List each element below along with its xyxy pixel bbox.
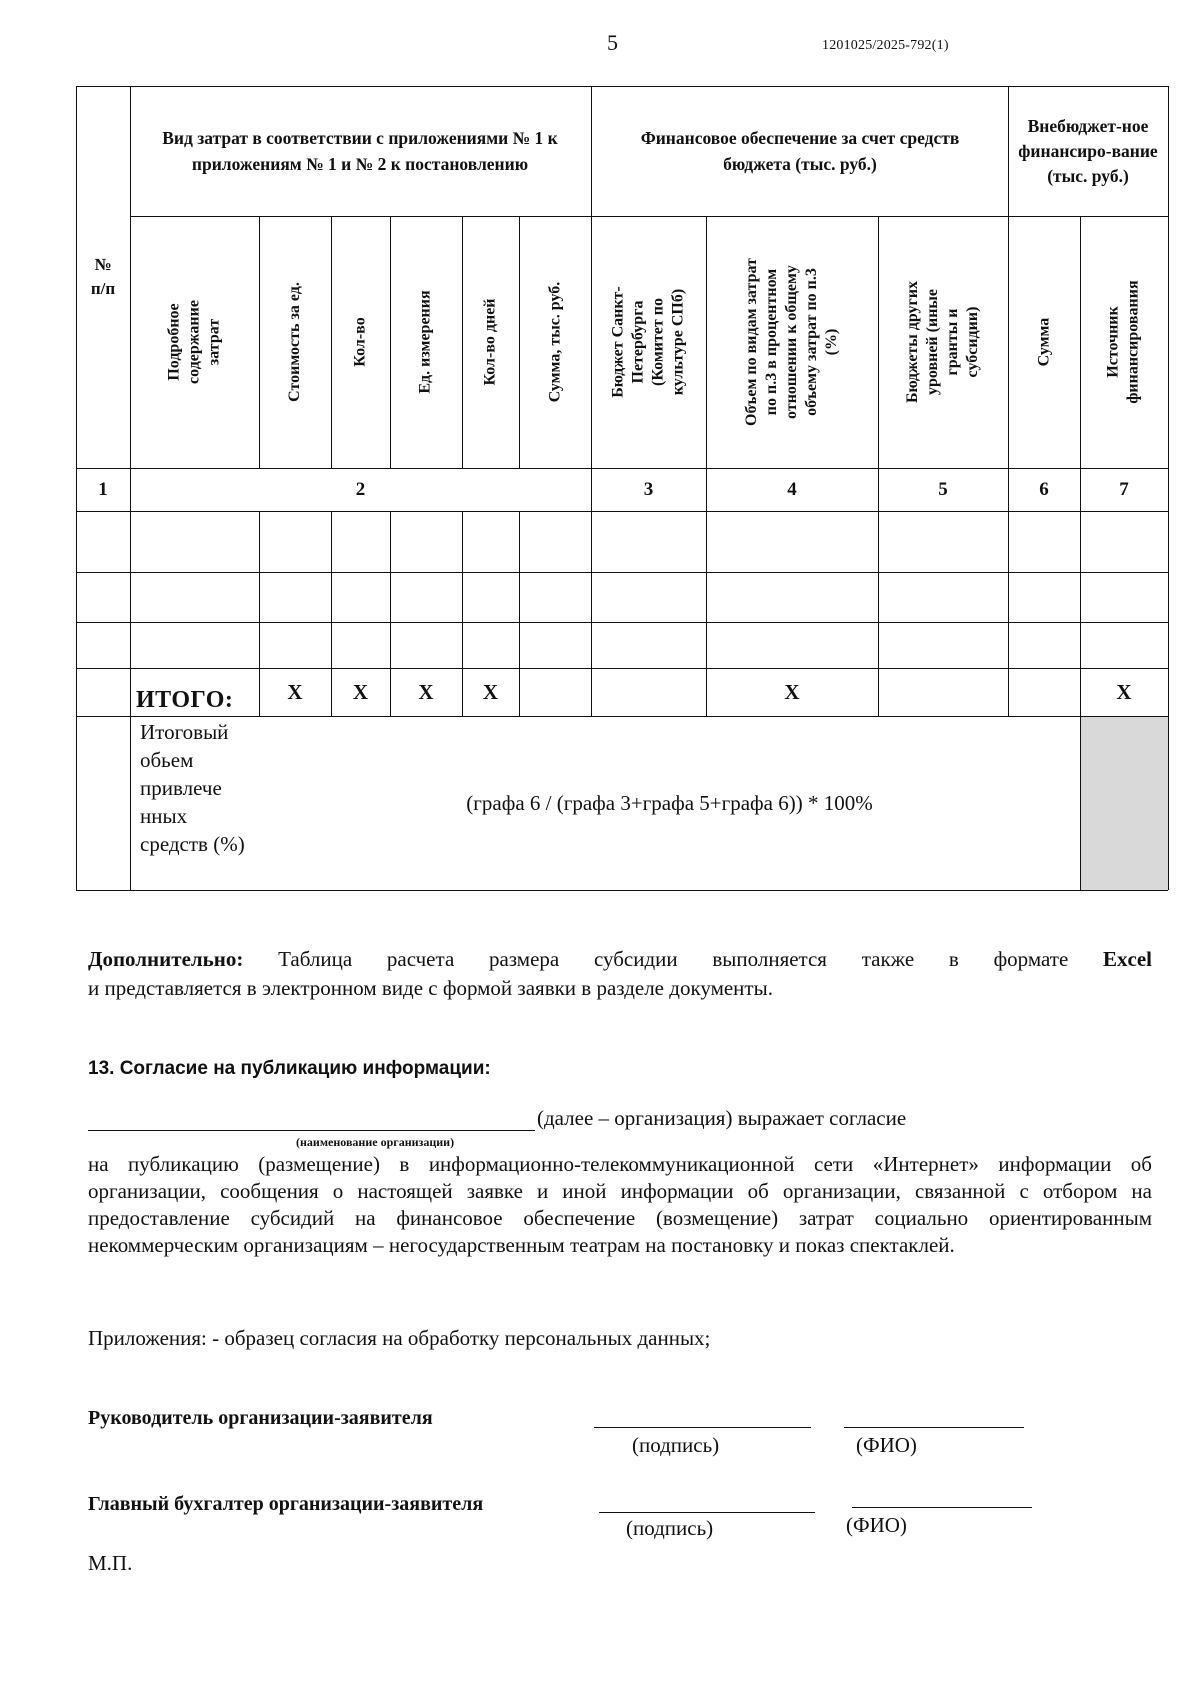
total-label: ИТОГО: [136,687,234,713]
subheader-days: Кол-во дней [481,298,499,386]
x-mark: Х [352,679,369,704]
subheader-cost-details: Подробное содержание затрат [165,300,223,384]
accountant-label: Главный бухгалтер организации-заявителя [88,1493,484,1515]
header-cost-type: Вид затрат в соответствии с приложениями № 1 к приложениям № 1 и № 2 к постановлению [162,128,558,174]
additional-note-line1 [88,946,1152,973]
header-extra-budget: Внебюджет-ное финансиро-вание (тыс. руб.) [1018,115,1158,186]
head-name-line[interactable] [844,1427,1024,1428]
final-volume-label: Итоговый обьем привлече нных средств (%) [140,720,245,856]
organization-name-line[interactable] [88,1130,535,1131]
x-mark: Х [482,679,499,704]
additional-label: Дополнительно: [88,947,244,971]
head-label: Руководитель организации-заявителя [88,1407,433,1429]
organization-line-suffix: (далее – организация) выражает согласие [537,1106,907,1130]
organization-caption: (наименование организации) [296,1135,455,1149]
x-mark: Х [784,679,800,704]
head-signature-caption: (подпись) [632,1433,720,1457]
section-13-title: 13. Согласие на публикацию информации: [88,1058,491,1079]
subheader-percent-share: Объем по видам затрат по п.3 в процентном отношении к общему объему затрат по п.3 (%) [743,258,840,426]
subheader-extra-sum: Сумма [1034,317,1052,367]
subheader-unit: Ед. измерения [417,290,434,394]
page-number: 5 [607,30,618,55]
header-budget-financing: Финансовое обеспечение за счет средств бюджета (тыс. руб.) [640,128,960,174]
accountant-name-caption: (ФИО) [846,1513,907,1537]
document-id: 1201025/2025-792(1) [822,38,949,53]
subheader-unit-cost: Стоимость за ед. [286,282,304,402]
subheader-other-budgets: Бюджеты других уровней (иные гранты и субсидии) [904,280,981,404]
column-number-7: 7 [1119,478,1129,500]
column-number-2: 2 [355,478,366,500]
column-number-5: 5 [938,478,948,500]
subheader-funding-source: Источник финансирования [1105,280,1142,404]
shaded-cell [1080,716,1168,890]
head-name-caption: (ФИО) [856,1433,917,1457]
attachments: Приложения: - образец согласия на обработку персональных данных; [88,1326,711,1350]
subheader-quantity: Кол-во [351,317,369,367]
accountant-signature-line[interactable] [599,1512,815,1513]
subheader-sum-thousands: Сумма, тыс. руб. [546,281,563,403]
consent-body: на публикацию (размещение) в информационно-телекоммуникационной сети «Интернет» информации об организации, сообщения о настоящей заявке и иной информации об организации, связанной с отбором на предоставление субсидий на финансовое обеспечение (возмещение) затрат социально ориентированным некоммерческим организациям – негосударственным театрам на постановку и показ спектаклей. [88,1152,1152,1257]
accountant-name-line[interactable] [852,1507,1032,1508]
accountant-signature-caption: (подпись) [626,1516,714,1540]
head-signature-line[interactable] [594,1427,811,1428]
additional-note-line2: и представляется в электронном виде с формой заявки в разделе документы. [88,976,773,1000]
column-number-1: 1 [98,478,108,500]
column-number-6: 6 [1039,478,1049,500]
x-mark: Х [418,679,434,704]
additional-text: Таблица расчета размера субсидии выполняется также в формате [278,947,1069,971]
column-number-3: 3 [643,478,654,500]
subheader-spb-budget: Бюджет Санкт-Петербурга (Комитет по культуре СПб) [609,286,687,398]
excel-label: Excel [1103,947,1153,971]
column-number-4: 4 [787,478,797,500]
x-mark: Х [287,679,303,704]
stamp-placeholder: М.П. [88,1551,133,1575]
formula: (графа 6 / (графа 3+графа 5+графа 6)) * 100% [466,790,873,815]
x-mark: Х [1116,679,1132,704]
header-row-number: № п/п [90,255,116,298]
